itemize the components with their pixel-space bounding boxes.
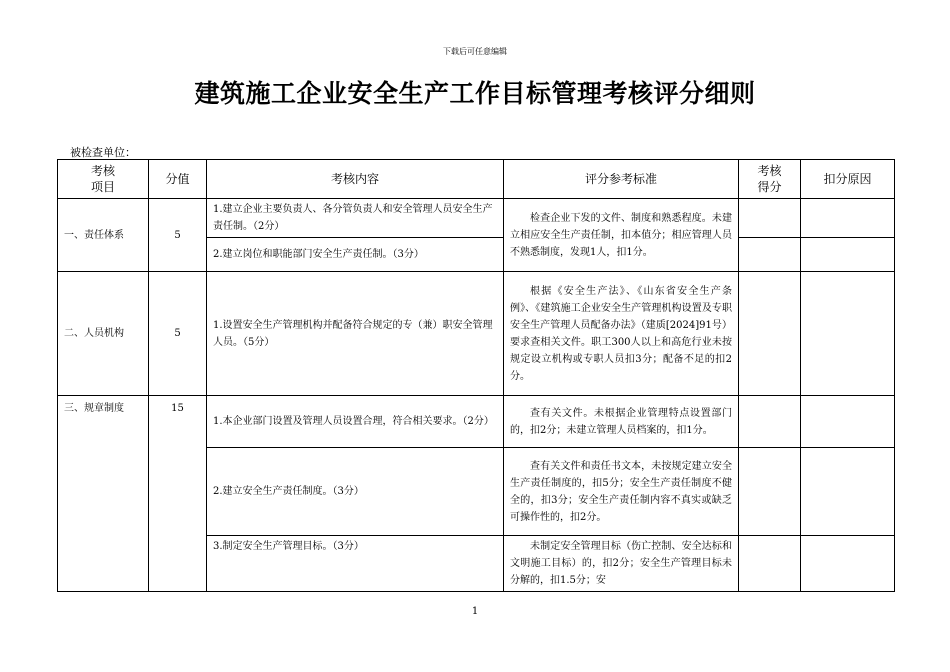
deduction-reason-cell[interactable]: [801, 396, 895, 448]
scoring-standard: 根据《安全生产法》、《山东省安全生产条例》、《建筑施工企业安全生产管理机构设置及专职安全生产管理人员配备办法》（建质[2024]91号）要求查相关文件。职工300人以上和高危行业未按规定设立机构或专职人员扣3分；配备不足的扣2分。: [504, 272, 739, 396]
page-number: 1: [471, 606, 479, 617]
header-score: 分值: [149, 160, 207, 199]
section-item-label: 二、人员机构: [58, 272, 149, 396]
table-row: [58, 199, 895, 238]
assessment-content: 1.设置安全生产管理机构并配备符合规定的专（兼）职安全管理人员。（5分）: [207, 272, 504, 396]
section-item-label: 一、责任体系: [58, 199, 149, 272]
header-content: 考核内容: [207, 160, 504, 199]
score-cell[interactable]: [739, 396, 801, 448]
section-score: 5: [149, 272, 207, 396]
table-row: [58, 396, 895, 448]
assessment-content: 2.建立安全生产责任制度。（3分）: [207, 448, 504, 536]
table-header-row: [58, 160, 895, 199]
deduction-reason-cell[interactable]: [801, 272, 895, 396]
deduction-reason-cell[interactable]: [801, 238, 895, 272]
header-result: 考核 得分: [739, 160, 801, 199]
section-score: 15: [149, 396, 207, 592]
score-cell[interactable]: [739, 199, 801, 238]
deduction-reason-cell[interactable]: [801, 199, 895, 238]
assessment-content: 2.建立岗位和职能部门安全生产责任制。（3分）: [207, 238, 504, 272]
header-reason: 扣分原因: [801, 160, 895, 199]
scoring-table: [57, 159, 895, 592]
inspected-unit-label: 被检查单位：: [70, 146, 136, 159]
header-standard: 评分参考标准: [504, 160, 739, 199]
deduction-reason-cell[interactable]: [801, 536, 895, 592]
score-cell[interactable]: [739, 272, 801, 396]
section-score: 5: [149, 199, 207, 272]
score-cell[interactable]: [739, 238, 801, 272]
scoring-standard: 查有关文件。未根据企业管理特点设置部门的，扣2分；未建立管理人员档案的，扣1分。: [504, 396, 739, 448]
scoring-standard: 未制定安全管理目标（伤亡控制、安全达标和文明施工目标）的，扣2分；安全生产管理目标未分解的，扣1.5分；安: [504, 536, 739, 592]
header-item: 考核 项目: [58, 160, 149, 199]
score-cell[interactable]: [739, 536, 801, 592]
score-cell[interactable]: [739, 448, 801, 536]
deduction-reason-cell[interactable]: [801, 448, 895, 536]
section-item-label: 三、规章制度: [58, 396, 149, 592]
header-note: 下载后可任意编辑: [443, 47, 507, 56]
assessment-content: 1.本企业部门设置及管理人员设置合理，符合相关要求。（2分）: [207, 396, 504, 448]
assessment-content: 3.制定安全生产管理目标。（3分）: [207, 536, 504, 592]
scoring-standard: 检查企业下发的文件、制度和熟悉程度。未建立相应安全生产责任制，扣本值分；相应管理人员不熟悉制度，发现1人，扣1分。: [504, 199, 739, 272]
document-title: 建筑施工企业安全生产工作目标管理考核评分细则: [194, 79, 756, 108]
table-row: [58, 272, 895, 396]
scoring-standard: 查有关文件和责任书文本，未按规定建立安全生产责任制度的，扣5分；安全生产责任制度不健全的，扣3分；安全生产责任制内容不真实或缺乏可操作性的，扣2分。: [504, 448, 739, 536]
assessment-content: 1.建立企业主要负责人、各分管负责人和安全管理人员安全生产责任制。（2分）: [207, 199, 504, 238]
